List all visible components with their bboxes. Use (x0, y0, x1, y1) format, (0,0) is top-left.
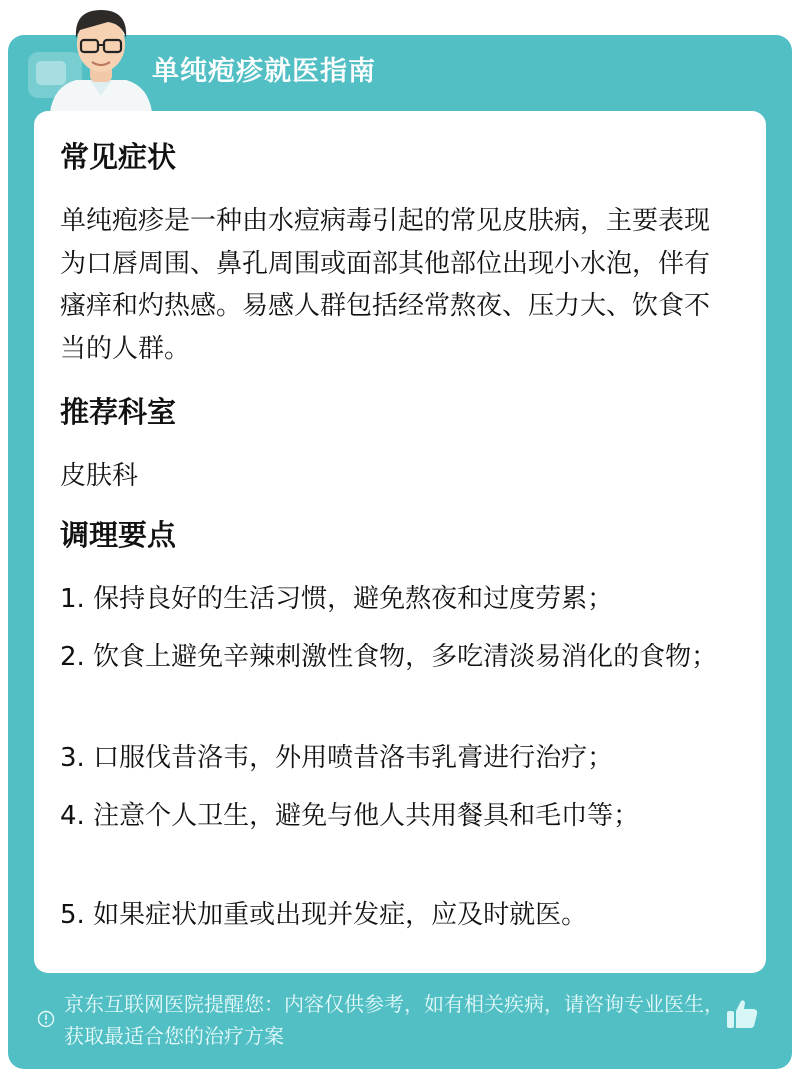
section-title-department: 推荐科室 (60, 395, 177, 429)
info-icon (37, 1010, 55, 1028)
list-item: 5. 如果症状加重或出现并发症，应及时就医。 (60, 900, 588, 930)
list-item: 1. 保持良好的生活习惯，避免熬夜和过度劳累； (60, 584, 614, 614)
list-item: 3. 口服伐昔洛韦，外用喷昔洛韦乳膏进行治疗； (60, 743, 614, 773)
department-text: 皮肤科 (60, 461, 139, 491)
section-title-care: 调理要点 (60, 518, 177, 552)
content-card (34, 111, 766, 973)
thumbs-up-icon (724, 996, 760, 1032)
page-title: 单纯疱疹就医指南 (152, 56, 376, 87)
list-item: 2. 饮食上避免辛辣刺激性食物，多吃清淡易消化的食物； (60, 642, 718, 672)
symptoms-text: 单纯疱疹是一种由水痘病毒引起的常见皮肤病，主要表现为口唇周围、鼻孔周围或面部其他部位出现小水泡，伴有瘙痒和灼热感。易感人群包括经常熬夜、压力大、饮食不当的人群。 (60, 206, 711, 364)
list-item: 4. 注意个人卫生，避免与他人共用餐具和毛巾等； (60, 801, 640, 831)
disclaimer-text: 京东互联网医院提醒您：内容仅供参考，如有相关疾病，请咨询专业医生，获取最适合您的治疗方案 (64, 992, 724, 1048)
doctor-avatar-icon (46, 0, 156, 112)
section-title-symptoms: 常见症状 (60, 140, 177, 174)
